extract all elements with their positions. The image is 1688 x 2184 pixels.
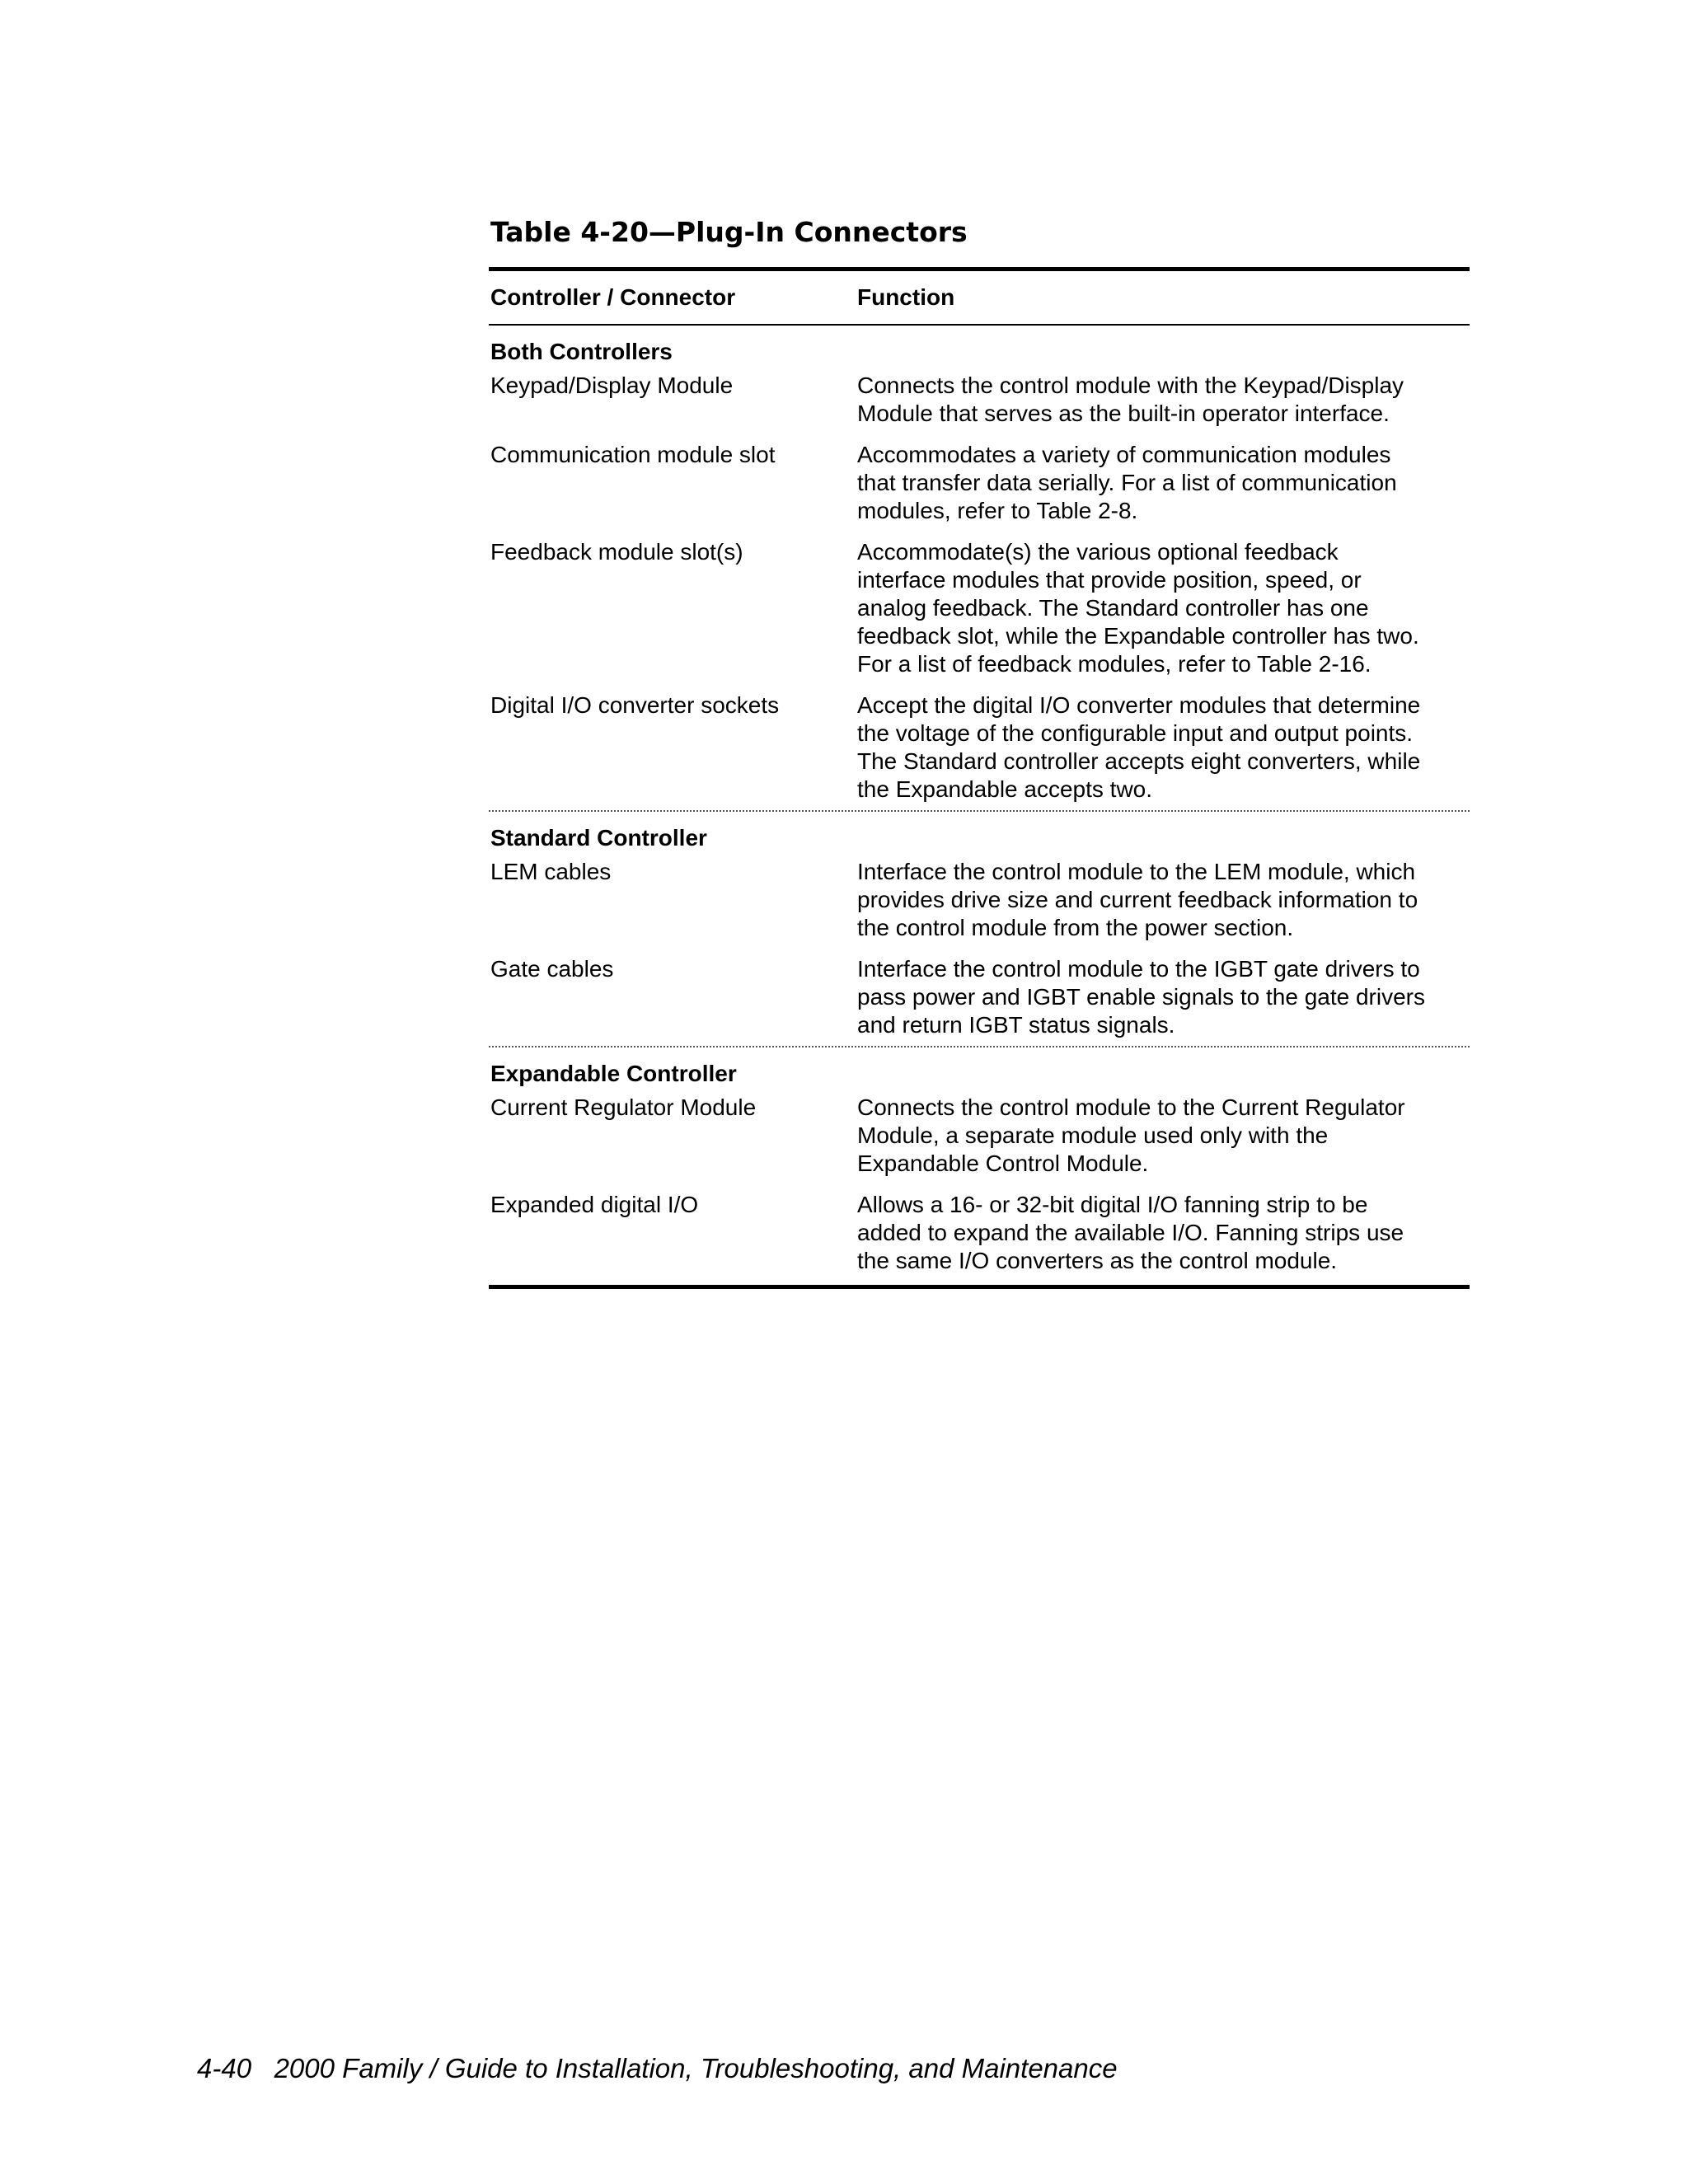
header-controller-connector: Controller / Connector bbox=[490, 284, 736, 310]
table-row bbox=[489, 851, 1470, 949]
connector-cell: Communication module slot bbox=[490, 442, 776, 467]
function-cell: Connects the control module to the Current Regulator Module, a separate module used only with the Expandable Control Module. bbox=[857, 1094, 1405, 1176]
table-row bbox=[489, 685, 1470, 810]
function-cell: Interface the control module to the LEM module, which provides drive size and current feedback information to the control module from the power section. bbox=[857, 859, 1418, 940]
function-cell: Allows a 16- or 32-bit digital I/O fanning strip to be added to expand the available I/O. Fanning strips use the same I/O converters as the control module. bbox=[857, 1192, 1404, 1273]
table-row bbox=[489, 434, 1470, 532]
page-number: 4-40 bbox=[197, 2053, 252, 2083]
section-title-both-controllers: Both Controllers bbox=[490, 339, 673, 364]
table-row bbox=[489, 365, 1470, 434]
section-title-standard-controller: Standard Controller bbox=[490, 825, 707, 851]
footer-title: 2000 Family / Guide to Installation, Troubleshooting, and Maintenance bbox=[274, 2053, 1118, 2083]
section-title-expandable-controller: Expandable Controller bbox=[490, 1061, 737, 1086]
section-standard-controller bbox=[489, 851, 1470, 1046]
function-cell: Accommodates a variety of communication modules that transfer data serially. For a list of communication modules, refer to Table 2-8. bbox=[857, 442, 1397, 523]
function-cell: Connects the control module with the Keypad/Display Module that serves as the built-in operator interface. bbox=[857, 373, 1404, 426]
table-row bbox=[489, 1184, 1470, 1282]
table-row bbox=[489, 949, 1470, 1046]
connector-cell: Keypad/Display Module bbox=[490, 373, 734, 398]
page-footer bbox=[197, 2052, 1118, 2085]
connector-cell: LEM cables bbox=[490, 859, 612, 884]
section-expandable-controller bbox=[489, 1087, 1470, 1282]
connector-cell: Feedback module slot(s) bbox=[490, 539, 743, 565]
connector-cell: Gate cables bbox=[490, 956, 614, 982]
function-cell: Accommodate(s) the various optional feedback interface modules that provide position, speed, or analog feedback. The Standard controller has one feedback slot, while the Expandable controller has two. For a list of feedback modules, refer to Table 2-16. bbox=[857, 539, 1419, 677]
section-both-controllers bbox=[489, 365, 1470, 810]
plug-in-connectors-table bbox=[489, 216, 1470, 1289]
table-row bbox=[489, 1087, 1470, 1184]
connector-cell: Digital I/O converter sockets bbox=[490, 692, 780, 718]
table-bottom-rule bbox=[489, 1285, 1470, 1289]
table-row bbox=[489, 532, 1470, 685]
connector-cell: Current Regulator Module bbox=[490, 1094, 757, 1120]
header-function: Function bbox=[857, 284, 955, 310]
table-header-row bbox=[489, 271, 1470, 324]
connector-cell: Expanded digital I/O bbox=[490, 1192, 699, 1217]
function-cell: Accept the digital I/O converter modules that determine the voltage of the configurable input and output points. The Standard controller accepts eight converters, while the Expandable accepts two. bbox=[857, 692, 1421, 802]
function-cell: Interface the control module to the IGBT gate drivers to pass power and IGBT enable signals to the gate drivers and return IGBT status signals. bbox=[857, 956, 1425, 1038]
table-title: Table 4-20—Plug-In Connectors bbox=[490, 216, 968, 248]
